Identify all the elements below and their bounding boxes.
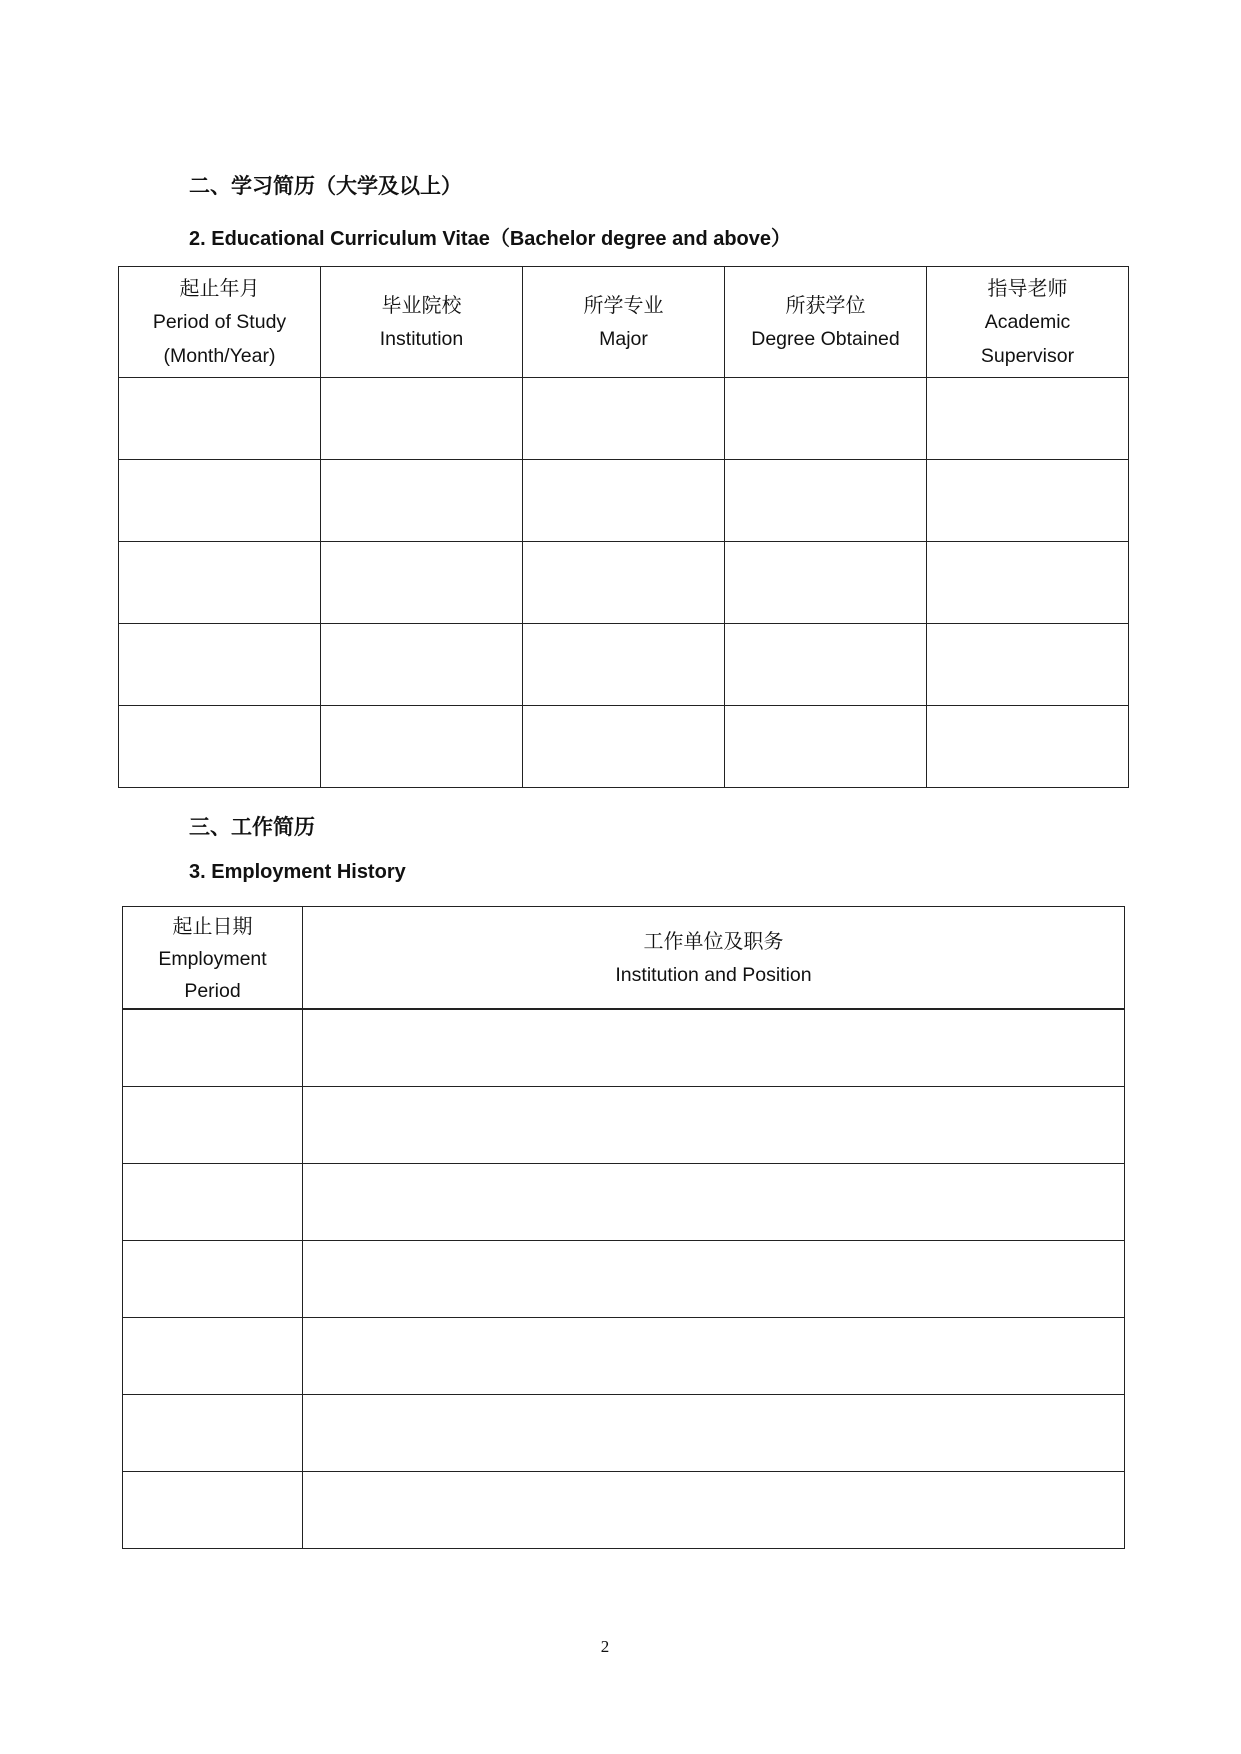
column-header-period	[119, 267, 321, 378]
table-row	[123, 1087, 1125, 1164]
education-heading-cn: 二、学习简历（大学及以上）	[189, 174, 462, 198]
table-cell[interactable]	[725, 378, 927, 460]
column-header-cn: 毕业院校	[381, 293, 462, 317]
employment-table	[122, 906, 1125, 1549]
table-cell[interactable]	[927, 624, 1129, 706]
table-cell[interactable]	[523, 460, 725, 542]
column-header-major	[523, 267, 725, 378]
table-row	[123, 1395, 1125, 1472]
table-cell[interactable]	[303, 1087, 1125, 1164]
table-row	[119, 542, 1129, 624]
column-header-en: Supervisor	[980, 345, 1075, 367]
table-cell[interactable]	[119, 624, 321, 706]
column-header-en: Major	[599, 328, 648, 350]
table-cell[interactable]	[321, 624, 523, 706]
column-header-supervisor	[927, 267, 1129, 378]
education-header-row	[119, 267, 1129, 378]
column-header-en: Institution and Position	[615, 963, 812, 986]
column-header-employment-period	[123, 907, 303, 1010]
table-cell[interactable]	[123, 1241, 303, 1318]
table-cell[interactable]	[927, 460, 1129, 542]
column-header-en: (Month/Year)	[163, 345, 276, 367]
employment-header-row	[123, 907, 1125, 1010]
table-cell[interactable]	[321, 460, 523, 542]
column-header-cn: 起止日期	[172, 913, 253, 938]
table-cell[interactable]	[927, 706, 1129, 788]
table-cell[interactable]	[123, 1164, 303, 1241]
column-header-cn: 所获学位	[785, 293, 866, 317]
table-row	[123, 1241, 1125, 1318]
table-cell[interactable]	[119, 542, 321, 624]
education-table	[118, 266, 1129, 788]
table-cell[interactable]	[303, 1395, 1125, 1472]
table-cell[interactable]	[119, 378, 321, 460]
table-cell[interactable]	[303, 1164, 1125, 1241]
table-cell[interactable]	[123, 1395, 303, 1472]
table-cell[interactable]	[321, 542, 523, 624]
column-header-en: Period	[184, 979, 241, 1002]
employment-heading-cn: 三、工作简历	[189, 815, 315, 839]
column-header-en: Academic	[984, 311, 1071, 333]
table-row	[123, 1472, 1125, 1549]
table-row	[119, 706, 1129, 788]
table-cell[interactable]	[123, 1318, 303, 1395]
table-row	[123, 1009, 1125, 1087]
table-row	[119, 624, 1129, 706]
column-header-degree	[725, 267, 927, 378]
table-cell[interactable]	[725, 460, 927, 542]
column-header-en: Degree Obtained	[751, 328, 900, 350]
table-cell[interactable]	[725, 706, 927, 788]
page-number: 2	[600, 1637, 610, 1656]
table-cell[interactable]	[321, 378, 523, 460]
table-row	[123, 1318, 1125, 1395]
table-cell[interactable]	[123, 1472, 303, 1549]
table-cell[interactable]	[123, 1009, 303, 1087]
column-header-en: Employment	[158, 947, 267, 970]
table-cell[interactable]	[303, 1241, 1125, 1318]
column-header-en: Institution	[379, 328, 464, 350]
table-cell[interactable]	[119, 460, 321, 542]
column-header-institution	[321, 267, 523, 378]
column-header-cn: 工作单位及职务	[643, 928, 784, 953]
table-cell[interactable]	[119, 706, 321, 788]
column-header-en: Period of Study	[152, 311, 287, 333]
table-cell[interactable]	[523, 378, 725, 460]
table-cell[interactable]	[303, 1318, 1125, 1395]
table-cell[interactable]	[523, 624, 725, 706]
table-row	[123, 1164, 1125, 1241]
table-cell[interactable]	[321, 706, 523, 788]
column-header-cn: 所学专业	[583, 293, 664, 317]
table-cell[interactable]	[123, 1087, 303, 1164]
table-cell[interactable]	[523, 542, 725, 624]
column-header-institution-position	[303, 907, 1125, 1010]
table-row	[119, 378, 1129, 460]
column-header-cn: 起止年月	[179, 276, 260, 300]
education-heading-en: 2. Educational Curriculum Vitae（Bachelor degree and above）	[189, 228, 792, 250]
table-cell[interactable]	[927, 378, 1129, 460]
table-cell[interactable]	[927, 542, 1129, 624]
table-cell[interactable]	[725, 542, 927, 624]
table-cell[interactable]	[303, 1472, 1125, 1549]
table-cell[interactable]	[523, 706, 725, 788]
column-header-cn: 指导老师	[987, 276, 1068, 300]
table-row	[119, 460, 1129, 542]
employment-heading-en: 3. Employment History	[189, 861, 406, 883]
table-cell[interactable]	[725, 624, 927, 706]
table-cell[interactable]	[303, 1009, 1125, 1087]
